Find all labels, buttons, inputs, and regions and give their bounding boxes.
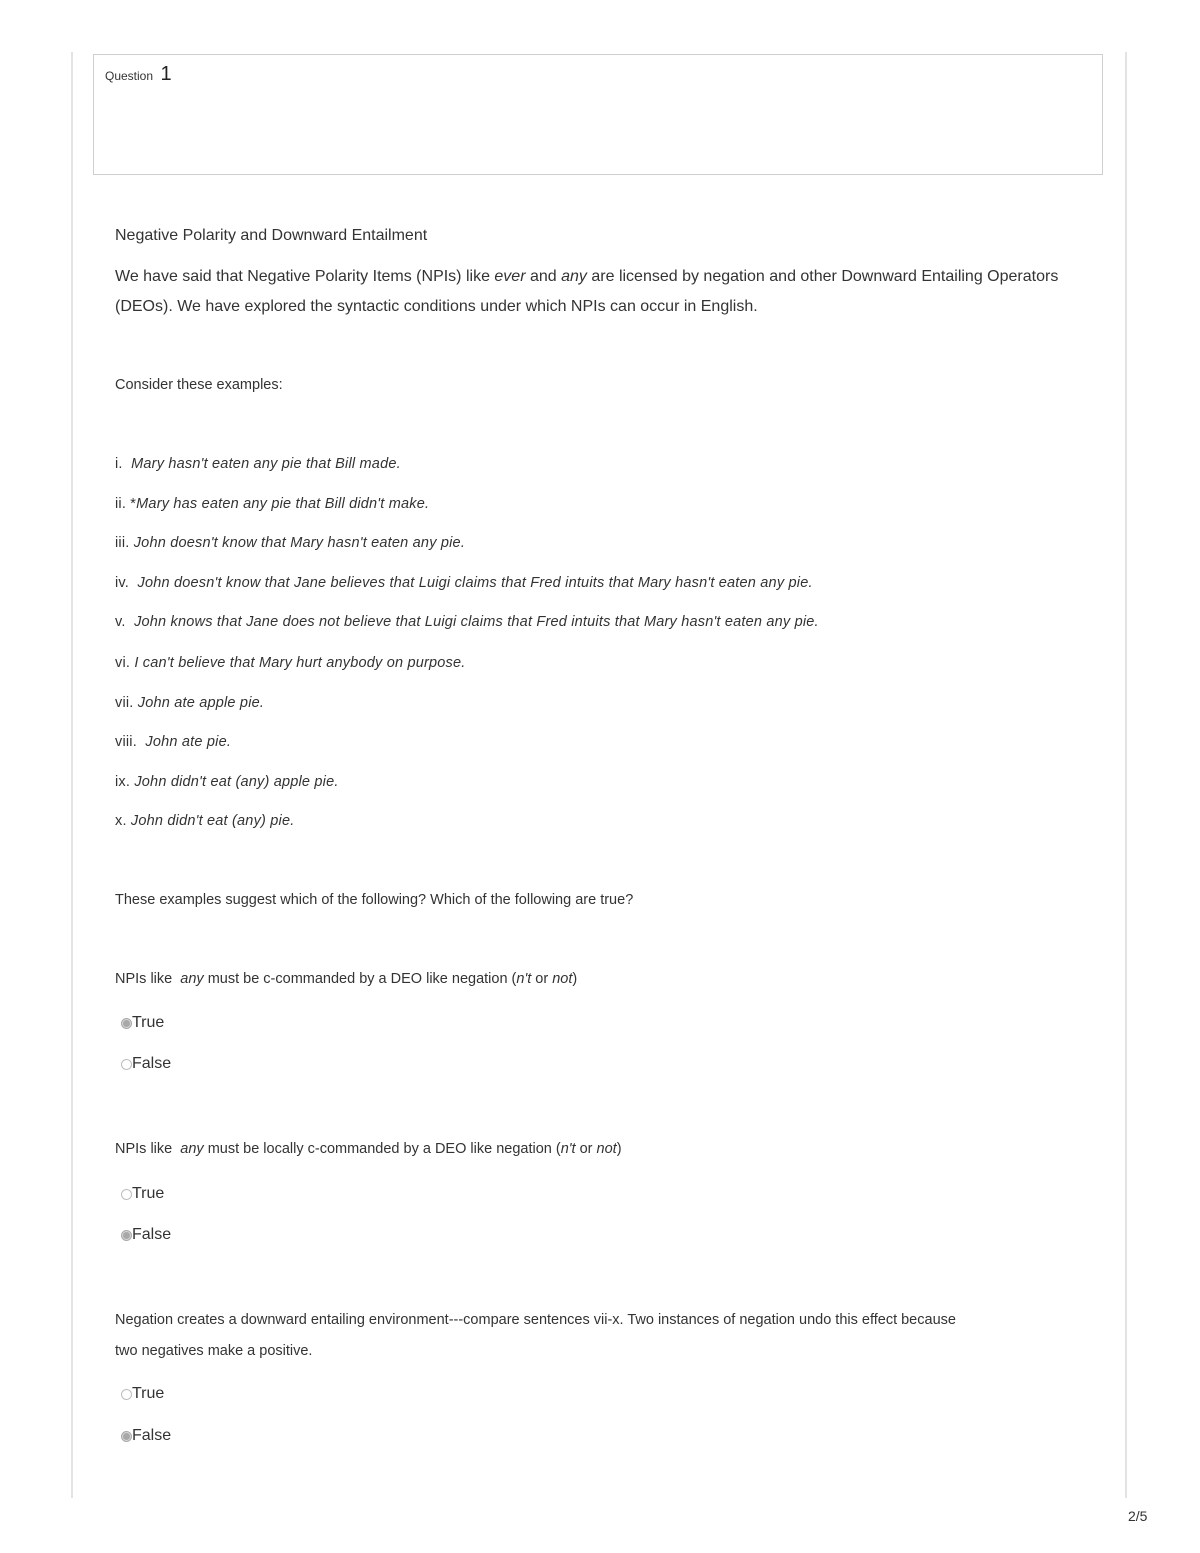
example-text: Mary has eaten any pie that Bill didn't make.	[136, 496, 430, 512]
example-number: vi.	[115, 655, 131, 671]
example-number: ix.	[115, 774, 131, 790]
intro-any: any	[561, 268, 587, 285]
option-label: False	[132, 1055, 172, 1072]
example-number: vii.	[115, 695, 134, 711]
statement-3-line-2: two negatives make a positive.	[115, 1343, 313, 1359]
example-number: i.	[115, 456, 123, 472]
statement-any: any	[180, 1141, 204, 1157]
statement-1-text	[115, 971, 577, 987]
example-number: viii.	[115, 734, 137, 750]
example-number: iii.	[115, 535, 130, 551]
example-number: ii. *	[115, 496, 137, 512]
example-text: John didn't eat (any) apple pie.	[134, 774, 339, 790]
question-prompt: These examples suggest which of the following? Which of the following are true?	[115, 892, 634, 908]
statement-text: NPIs like	[115, 971, 177, 987]
statement-not: not	[596, 1141, 617, 1157]
statement-2-text	[115, 1141, 622, 1157]
example-number: x.	[115, 813, 127, 829]
radio-selected-icon[interactable]	[121, 1431, 132, 1442]
radio-unselected-icon[interactable]	[121, 1189, 132, 1200]
example-item	[115, 734, 231, 750]
statement-text: or	[531, 971, 553, 987]
statement-nt: n't	[516, 971, 532, 987]
example-text: John ate apple pie.	[137, 695, 265, 711]
question-label: Question	[105, 69, 154, 83]
example-text: I can't believe that Mary hurt anybody on purpose.	[134, 655, 466, 671]
example-number: iv.	[115, 575, 130, 591]
intro-text-1: We have said that Negative Polarity Items (NPIs) like	[115, 268, 495, 285]
statement-3-line-1: Negation creates a downward entailing environment---compare sentences vii-x. Two instances of negation undo this effect because	[115, 1312, 956, 1328]
option-label: False	[132, 1427, 172, 1444]
statement-text: must be locally c-commanded by a DEO like negation (	[203, 1141, 561, 1157]
example-item	[115, 813, 294, 829]
statement-1-option-true[interactable]	[121, 1014, 164, 1032]
example-number: v.	[115, 614, 126, 630]
intro-text-3: are licensed by negation and other Downward Entailing Operators (DEOs). We have explored the syntactic conditions under which NPIs can occur in English.	[115, 268, 1059, 315]
statement-3-option-true[interactable]	[121, 1385, 164, 1403]
statement-1-option-false[interactable]	[121, 1055, 171, 1073]
radio-selected-icon[interactable]	[121, 1230, 132, 1241]
example-text: Mary hasn't eaten any pie that Bill made.	[131, 456, 401, 472]
consider-text: Consider these examples:	[115, 377, 283, 393]
intro-ever: ever	[494, 268, 526, 285]
example-item	[115, 575, 813, 591]
question-number: 1	[160, 63, 172, 85]
example-text: John doesn't know that Mary hasn't eaten any pie.	[133, 535, 466, 551]
page-number: 2/5	[1128, 1508, 1148, 1524]
option-label: False	[132, 1226, 172, 1243]
radio-selected-icon[interactable]	[121, 1018, 132, 1029]
example-text: John didn't eat (any) pie.	[130, 813, 295, 829]
example-text: John ate pie.	[145, 734, 232, 750]
statement-text: NPIs like	[115, 1141, 177, 1157]
statement-2-option-false[interactable]	[121, 1226, 171, 1244]
example-item	[115, 774, 339, 790]
intro-text-2: and	[525, 268, 562, 285]
statement-not: not	[552, 971, 573, 987]
option-label: True	[132, 1014, 165, 1031]
left-border	[71, 52, 73, 1498]
statement-2-option-true[interactable]	[121, 1185, 164, 1203]
section-heading: Negative Polarity and Downward Entailment	[115, 227, 428, 244]
example-item	[115, 614, 819, 630]
question-title	[105, 63, 172, 86]
question-header	[93, 54, 1103, 175]
statement-text: )	[616, 1141, 622, 1157]
example-text: John knows that Jane does not believe that Luigi claims that Fred intuits that Mary hasn't eaten any pie.	[134, 614, 819, 630]
example-item	[115, 655, 466, 671]
example-item	[115, 496, 429, 512]
example-item	[115, 456, 401, 472]
radio-unselected-icon[interactable]	[121, 1389, 132, 1400]
example-item	[115, 695, 264, 711]
statement-text: or	[575, 1141, 597, 1157]
radio-unselected-icon[interactable]	[121, 1059, 132, 1070]
option-label: True	[132, 1385, 165, 1402]
statement-text: must be c-commanded by a DEO like negation (	[203, 971, 517, 987]
example-item	[115, 535, 465, 551]
example-text: John doesn't know that Jane believes that Luigi claims that Fred intuits that Mary hasn't eaten any pie.	[137, 575, 813, 591]
statement-nt: n't	[560, 1141, 576, 1157]
option-label: True	[132, 1185, 165, 1202]
statement-text: )	[572, 971, 578, 987]
intro-paragraph	[115, 262, 1085, 322]
statement-any: any	[180, 971, 204, 987]
statement-3-option-false[interactable]	[121, 1427, 171, 1445]
right-border	[1125, 52, 1127, 1498]
